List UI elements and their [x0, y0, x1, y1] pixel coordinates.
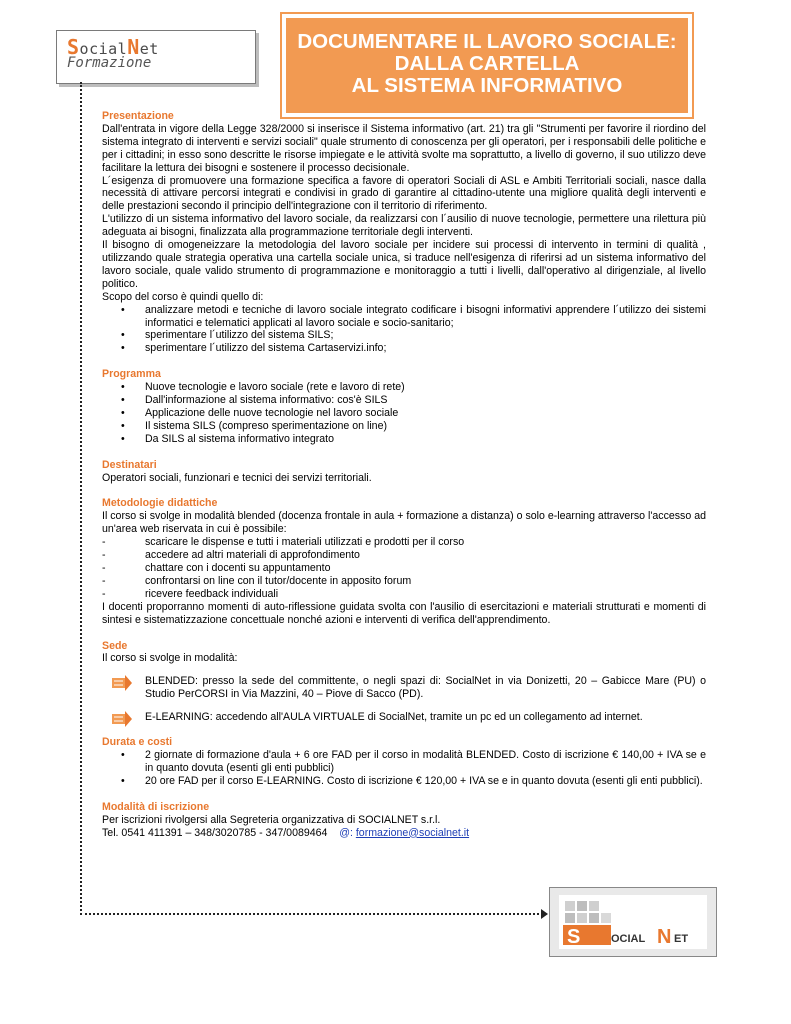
- heading-destinatari: Destinatari: [102, 458, 157, 471]
- durata-list: [102, 749, 706, 788]
- email-link[interactable]: formazione@socialnet.it: [355, 826, 470, 839]
- document-body: [102, 110, 706, 839]
- list-item: • analizzare metodi e tecniche di lavoro sociale integrato codificare i bisogni informativi apprendere l´utilizzo dei sistemi informatici e telematici applicati al lavoro sociale e socio-sanitario;: [102, 304, 706, 330]
- metodologie-outro: I docenti proporranno momenti di auto-riflessione guidata svolta con l'ausilio di esercitazioni e materiali strutturati e momenti di sintesi e sistematizzazione concettuale nonché azioni e interventi di verifica dell'apprendimento.: [102, 600, 706, 626]
- logo-letter-s: S: [67, 35, 80, 59]
- heading-sede: Sede: [102, 639, 128, 652]
- presentazione-paragraph: Il bisogno di omogeneizzare la metodologia del lavoro sociale per incidere sui processi di intervento in termini di qualità , utilizzando quale strategia operativa una cartella sociale unica, si traduce nell'esigenza di riferirsi ad un sistema informativo del lavoro sociale, quale valido strumento di programmazione e monitoraggio a tutti i livelli, dall'operativo al dirigenziale, al livello politico.: [102, 239, 706, 290]
- list-item: • Dall'informazione al sistema informativo: cos'è SILS: [102, 394, 706, 407]
- list-item: • 20 ore FAD per il corso E-LEARNING. Costo di iscrizione € 120,00 + IVA se e in quanto dovuta (esenti gli enti pubblici).: [102, 775, 706, 788]
- orange-arrow-icon: [112, 711, 132, 727]
- destinatari-text: Operatori sociali, funzionari e tecnici dei servizi territoriali.: [102, 471, 372, 484]
- heading-metodologie: Metodologie didattiche: [102, 497, 218, 510]
- email-at-icon: @:: [339, 826, 353, 839]
- title-line-2: DALLA CARTELLA: [394, 52, 580, 75]
- scope-list: [102, 304, 706, 356]
- list-item: - accedere ad altri materiali di approfondimento: [102, 549, 706, 562]
- arrow-right-icon: [541, 909, 548, 919]
- logo-letter-n: N: [127, 35, 140, 59]
- logo-subtitle: Formazione: [67, 55, 152, 71]
- bottom-logo-s: S: [567, 926, 581, 948]
- sede-elearning: [102, 711, 706, 724]
- list-item: - scaricare le dispense e tutti i materiali utilizzati e prodotti per il corso: [102, 536, 706, 549]
- metodologie-intro: Il corso si svolge in modalità blended (docenza frontale in aula + formazione a distanza) o solo e-learning attraverso l'accesso ad un'area web riservata in cui è possibile:: [102, 510, 706, 536]
- heading-durata: Durata e costi: [102, 736, 173, 749]
- presentazione-paragraph: Scopo del corso è quindi quello di:: [102, 290, 264, 303]
- iscrizione-contacts: [102, 827, 706, 840]
- list-item: • 2 giornate di formazione d'aula + 6 ore FAD per il corso in modalità BLENDED. Costo di iscrizione € 140,00 + IVA se e in quanto dovuta (esenti gli enti pubblici): [102, 749, 706, 775]
- socialnet-formazione-logo: [56, 30, 256, 84]
- heading-presentazione: Presentazione: [102, 110, 174, 122]
- socialnet-logo-graphic: [559, 895, 707, 949]
- document-title-banner: [282, 14, 692, 117]
- bottom-logo-ocial: OCIAL: [611, 933, 646, 945]
- sede-elearning-text: E-LEARNING: accedendo all'AULA VIRTUALE di SocialNet, tramite un pc ed un collegamento ad internet.: [145, 711, 643, 724]
- sede-intro: Il corso si svolge in modalità:: [102, 652, 238, 665]
- list-item: • Applicazione delle nuove tecnologie nel lavoro sociale: [102, 407, 706, 420]
- list-item: - confrontarsi on line con il tutor/docente in apposito forum: [102, 575, 706, 588]
- list-item: - ricevere feedback individuali: [102, 588, 706, 601]
- heading-programma: Programma: [102, 368, 161, 381]
- bottom-logo-et: ET: [674, 933, 689, 945]
- presentazione-paragraph: L´esigenza di promuovere una formazione specifica a favore di operatori Sociali di ASL e Ambiti Territoriali sociali, nasce dalla necessità di attivare percorsi integrati e condivisi in grado di garantire al cittadino-utente una migliore qualità degli interventi e delle prestazioni secondo il principio dell'integrazione con il territorio di riferimento.: [102, 174, 706, 213]
- title-line-1: DOCUMENTARE IL LAVORO SOCIALE:: [297, 30, 677, 53]
- list-item: - chattare con i docenti su appuntamento: [102, 562, 706, 575]
- heading-iscrizione: Modalità di iscrizione: [102, 800, 210, 813]
- logo-text-et: et: [139, 40, 159, 58]
- list-item: • Da SILS al sistema informativo integrato: [102, 433, 706, 446]
- phone-numbers: Tel. 0541 411391 – 348/3020785 - 347/0089464: [102, 826, 328, 839]
- list-item: • Il sistema SILS (compreso sperimentazione on line): [102, 420, 706, 433]
- orange-arrow-icon: [112, 675, 132, 691]
- logo-text-ocial: ocial: [79, 40, 128, 58]
- socialnet-logo-large: [549, 887, 717, 957]
- iscrizione-text: Per iscrizioni rivolgersi alla Segreteria organizzativa di SOCIALNET s.r.l.: [102, 813, 441, 826]
- title-line-3: AL SISTEMA INFORMATIVO: [351, 74, 623, 97]
- presentazione-paragraph: Dall'entrata in vigore della Legge 328/2000 si inserisce il Sistema informativo (art. 21) tra gli "Strumenti per favorire il riordino del sistema integrato di interventi e servizi sociali" quale strumento di conoscenza per gli operatori, per i responsabili delle politiche e per i cittadini; in esso sono descritte le risorse impiegate e le attività svolte ma soprattutto, a livello di governo, il suo utilizzo deve facilitare la lettura dei bisogni e sostenere il processo decisionale.: [102, 122, 706, 174]
- programma-list: [102, 381, 706, 446]
- list-item: • sperimentare l´utilizzo del sistema SILS;: [102, 329, 706, 342]
- sede-blended: [102, 675, 706, 701]
- presentazione-paragraph: L'utilizzo di un sistema informativo del lavoro sociale, da realizzarsi con l´ausilio di nuove tecnologie, permettere una rilettura più adeguata ai bisogni, finalizzata alla programmazione territoriale degli interventi.: [102, 213, 706, 239]
- list-item: • Nuove tecnologie e lavoro sociale (rete e lavoro di rete): [102, 381, 706, 394]
- sede-blended-text: BLENDED: presso la sede del committente, o negli spazi di: SocialNet in via Donizetti, 20 – Gabicce Mare (PU) o Studio PerCORSI in Via Mazzini, 40 – Piove di Sacco (PD).: [145, 675, 706, 701]
- dotted-guide-horizontal: [80, 913, 543, 915]
- list-item: • sperimentare l´utilizzo del sistema Cartaservizi.info;: [102, 342, 706, 355]
- dotted-guide-vertical: [80, 82, 82, 915]
- bottom-logo-n: N: [657, 926, 672, 948]
- metodologie-list: [102, 536, 706, 601]
